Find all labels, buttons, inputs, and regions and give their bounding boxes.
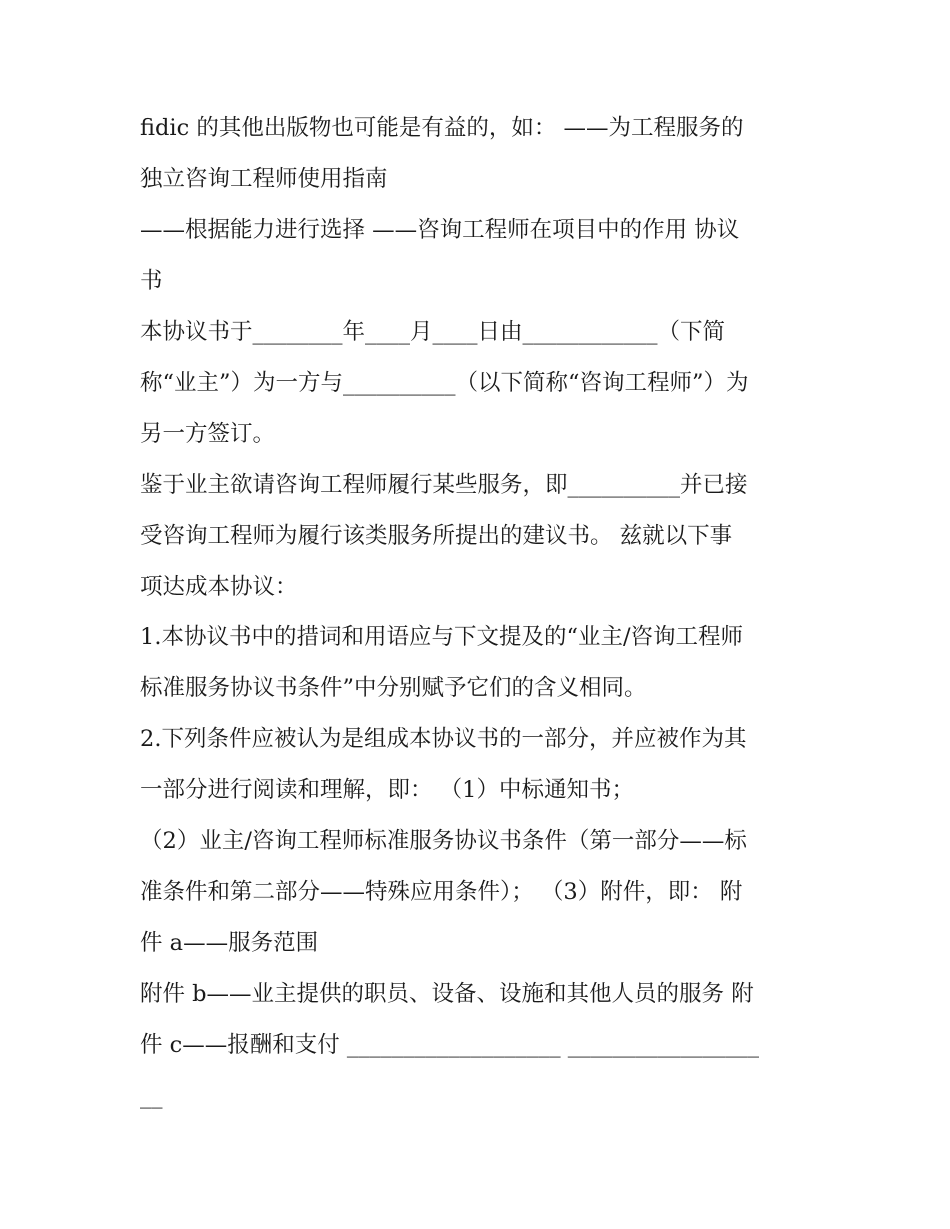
text-line-18: 附件 b——业主提供的职员、设备、设施和其他人员的服务 附 [140, 981, 754, 1007]
text-line-17: 件 a——服务范围 [140, 930, 319, 956]
text-line-12: 标准服务协议书条件”中分别赋予它们的含义相同。 [140, 675, 647, 701]
text-line-19: 件 c——报酬和支付 ___________________ _________________ [140, 1032, 760, 1058]
text-line-7: 另一方签订。 [140, 421, 276, 447]
text-line-20: __ [140, 1083, 163, 1109]
text-line-14: 一部分进行阅读和理解，即： （1）中标通知书； [140, 777, 634, 803]
text-line-13: 2.下列条件应被认为是组成本协议书的一部分，并应被作为其 [140, 726, 747, 752]
text-line-10: 项达成本协议： [140, 574, 298, 600]
text-line-15: （2）业主/咨询工程师标准服务协议书条件（第一部分——标 [140, 828, 747, 854]
text-line-3: ——根据能力进行选择 ——咨询工程师在项目中的作用 协议 [140, 217, 740, 243]
text-line-8: 鉴于业主欲请咨询工程师履行某些服务，即__________并已接 [140, 472, 748, 498]
text-line-1: fidic 的其他出版物也可能是有益的，如： ——为工程服务的 [140, 115, 744, 141]
text-line-9: 受咨询工程师为履行该类服务所提出的建议书。 兹就以下事 [140, 523, 733, 549]
text-line-11: 1.本协议书中的措词和用语应与下文提及的“业主/咨询工程师 [140, 624, 744, 650]
text-line-16: 准条件和第二部分——特殊应用条件）； （3）附件，即： 附 [140, 879, 743, 905]
text-line-6: 称“业主”）为一方与__________（以下简称“咨询工程师”）为 [140, 370, 749, 396]
text-line-4: 书 [140, 268, 163, 294]
text-line-5: 本协议书于________年____月____日由____________（下简 [140, 319, 726, 345]
text-line-2: 独立咨询工程师使用指南 [140, 166, 388, 192]
